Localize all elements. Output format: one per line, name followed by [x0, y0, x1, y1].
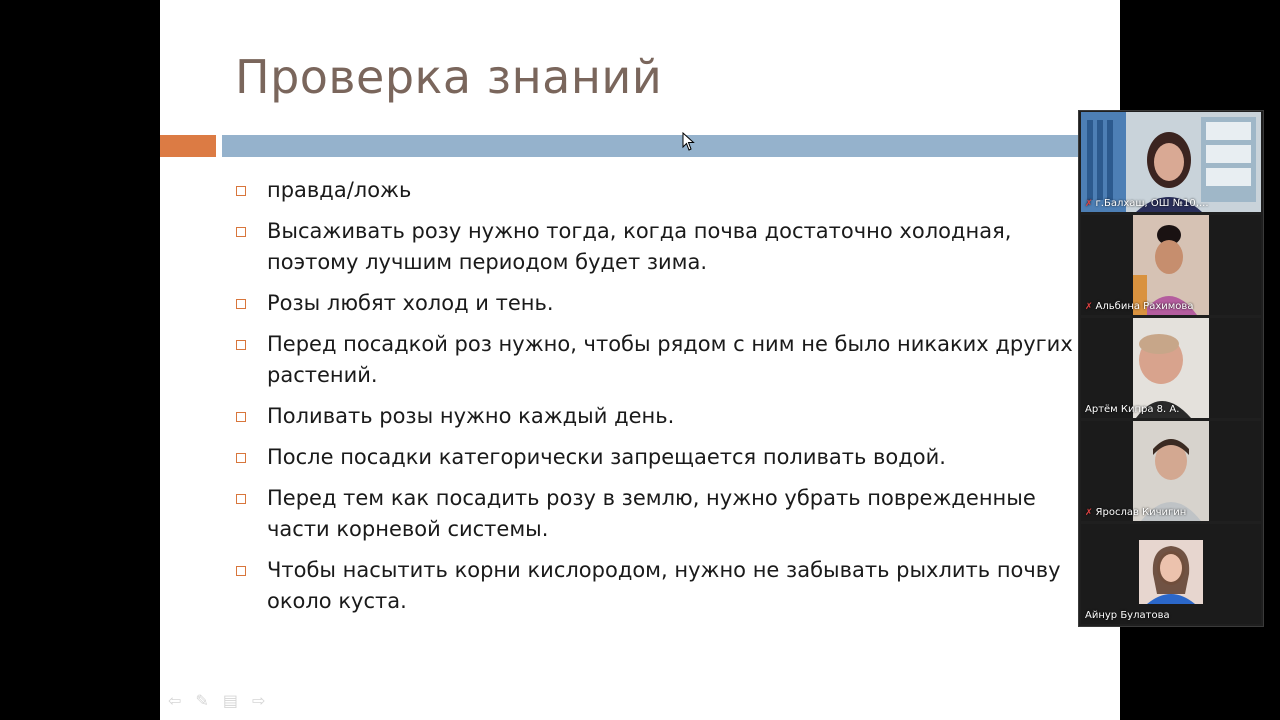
video-tile[interactable] — [1081, 215, 1261, 315]
mouse-cursor-icon — [682, 132, 696, 152]
participant-label — [1085, 198, 1209, 209]
pen-icon[interactable]: ✎ — [195, 691, 209, 710]
bullet-text: Розы любят холод и тень. — [267, 291, 554, 315]
bullet-item — [235, 216, 1095, 278]
bullet-text: правда/ложь — [267, 178, 412, 202]
previous-slide-icon[interactable]: ⇦ — [168, 691, 182, 710]
video-tile[interactable] — [1081, 421, 1261, 521]
bullet-text: Перед тем как посадить розу в землю, нужно убрать поврежденные части корневой системы. — [267, 486, 1036, 541]
participant-name: г.Балхаш, ОШ №10,... — [1095, 198, 1209, 209]
bullet-square-icon — [236, 299, 246, 309]
participant-name: Айнур Булатова — [1085, 610, 1170, 621]
title-accent-blue — [222, 135, 1120, 157]
participant-label — [1085, 610, 1170, 621]
bullet-item — [235, 401, 1095, 432]
participant-label — [1085, 404, 1179, 415]
bullet-square-icon — [236, 186, 246, 196]
participant-video-icon — [1081, 318, 1261, 418]
bullet-square-icon — [236, 340, 246, 350]
bullet-text: После посадки категорически запрещается поливать водой. — [267, 445, 946, 469]
participant-video-icon — [1081, 112, 1261, 212]
participant-video-icon — [1081, 215, 1261, 315]
participant-name: Артём Кипра 8. А. — [1085, 404, 1180, 415]
mic-muted-icon: ✗ — [1085, 198, 1093, 209]
participant-name: Альбина Рахимова — [1095, 301, 1194, 312]
bullet-item — [235, 288, 1095, 319]
participant-label — [1085, 507, 1186, 518]
bullet-square-icon — [236, 453, 246, 463]
bullet-text: Высаживать розу нужно тогда, когда почва достаточно холодная, поэтому лучшим периодом будет зима. — [267, 219, 1012, 274]
video-tile[interactable] — [1081, 112, 1261, 212]
slideshow-nav — [168, 691, 265, 710]
participant-name: Ярослав Кичигин — [1095, 507, 1187, 518]
title-accent-orange — [160, 135, 216, 157]
participant-label — [1085, 301, 1193, 312]
bullet-text: Чтобы насытить корни кислородом, нужно не забывать рыхлить почву около куста. — [267, 558, 1061, 613]
bullet-list — [235, 175, 1095, 627]
presentation-slide — [160, 0, 1120, 720]
bullet-text: Поливать розы нужно каждый день. — [267, 404, 675, 428]
bullet-square-icon — [236, 494, 246, 504]
participant-video-icon — [1081, 421, 1261, 521]
slide-title: Проверка знаний — [235, 50, 663, 104]
participant-video-icon — [1081, 524, 1261, 624]
bullet-item — [235, 555, 1095, 617]
bullet-square-icon — [236, 566, 246, 576]
mic-muted-icon: ✗ — [1085, 301, 1093, 312]
bullet-square-icon — [236, 412, 246, 422]
mic-muted-icon: ✗ — [1085, 507, 1093, 518]
bullet-square-icon — [236, 227, 246, 237]
video-tile[interactable] — [1081, 524, 1261, 624]
video-tile[interactable] — [1081, 318, 1261, 418]
menu-icon[interactable]: ▤ — [222, 691, 238, 710]
next-slide-icon[interactable]: ⇨ — [251, 691, 266, 710]
bullet-item — [235, 329, 1095, 391]
video-participants-panel — [1078, 110, 1264, 627]
bullet-item — [235, 442, 1095, 473]
bullet-text: Перед посадкой роз нужно, чтобы рядом с ним не было никаких других растений. — [267, 332, 1073, 387]
bullet-item — [235, 175, 1095, 206]
bullet-item — [235, 483, 1095, 545]
